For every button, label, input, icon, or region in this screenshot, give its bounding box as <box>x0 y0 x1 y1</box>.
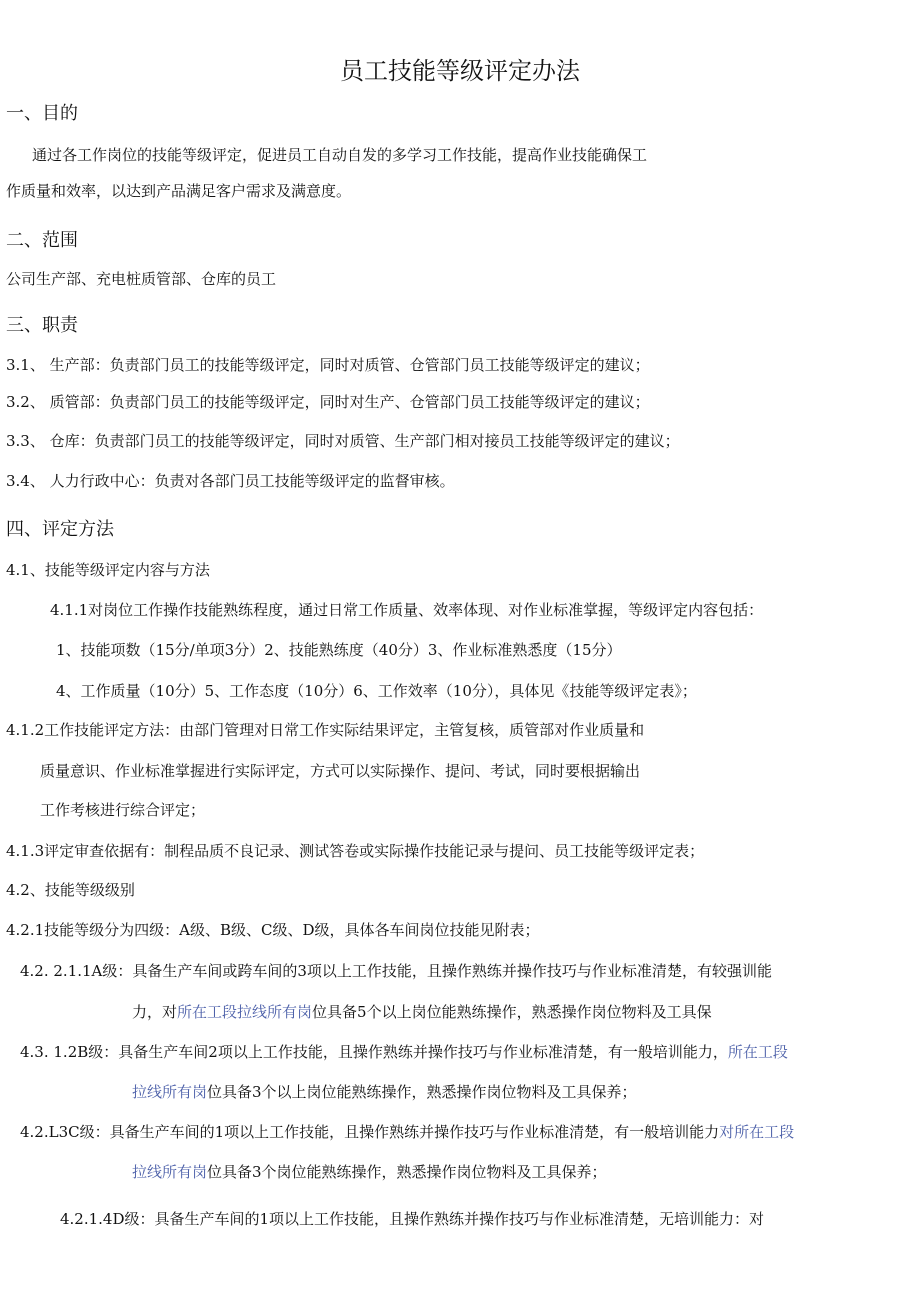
text-run: 4.3. 1.2B级：具备生产车间2项以上工作技能，且操作熟练并操作技巧与作业标准清楚，有一般培训能力， <box>20 1043 728 1061</box>
paragraph-line: 4.1.1对岗位工作操作技能熟练程度，通过日常工作质量、效率体现、对作业标准掌握，等级评定内容包括： <box>50 601 764 619</box>
highlighted-text: 所在工段 <box>727 1043 788 1061</box>
section-heading-responsibilities: 三、职责 <box>6 315 78 336</box>
text-run: 力，对 <box>132 1003 178 1021</box>
paragraph-line: 通过各工作岗位的技能等级评定，促进员工自动自发的多学习工作技能，提高作业技能确保工 <box>32 146 648 164</box>
highlighted-text: 所在工段拉线所有岗 <box>177 1003 313 1021</box>
list-item: 3.3、 仓库：负责部门员工的技能等级评定，同时对质管、生产部门相对接员工技能等级评定的建议； <box>6 432 680 450</box>
highlighted-text: 对所在工段 <box>719 1123 795 1141</box>
paragraph-line: 1、技能项数（15分/单项3分）2、技能熟练度（40分）3、作业标准熟悉度（15分） <box>56 641 622 659</box>
paragraph-line: 4.1.2工作技能评定方法：由部门管理对日常工作实际结果评定，主管复核，质管部对作业质量和 <box>6 721 645 739</box>
list-item: 3.2、 质管部：负责部门员工的技能等级评定，同时对生产、仓管部门员工技能等级评定的建议； <box>6 393 650 411</box>
section-heading-scope: 二、范围 <box>6 230 78 251</box>
paragraph-line: 质量意识、作业标准掌握进行实际评定，方式可以实际操作、提问、考试，同时要根据输出 <box>40 762 641 780</box>
highlighted-text: 拉线所有岗 <box>132 1163 208 1181</box>
subsection-heading: 4.2、技能等级级别 <box>6 881 135 899</box>
paragraph-line: 公司生产部、充电桩质管部、仓库的员工 <box>6 270 277 288</box>
text-run: 4.2.L3C级：具备生产车间的1项以上工作技能，且操作熟练并操作技巧与作业标准清楚，有一般培训能力 <box>20 1123 720 1141</box>
paragraph-line: 4、工作质量（10分）5、工作态度（10分）6、工作效率（10分），具体见《技能等级评定表》； <box>56 682 697 700</box>
highlighted-text: 拉线所有岗 <box>132 1083 208 1101</box>
paragraph-line: 工作考核进行综合评定； <box>40 801 206 819</box>
level-d-line: 4.2.1.4D级：具备生产车间的1项以上工作技能，且操作熟练并操作技巧与作业标准清楚，无培训能力：对 <box>60 1210 765 1228</box>
list-item: 3.4、 人力行政中心：负责对各部门员工技能等级评定的监督审核。 <box>6 472 455 490</box>
section-heading-purpose: 一、目的 <box>6 103 78 124</box>
level-b-line <box>20 1042 788 1062</box>
document-title: 员工技能等级评定办法 <box>340 57 580 85</box>
text-run: 位具备3个岗位能熟练操作，熟悉操作岗位物料及工具保养； <box>207 1163 607 1181</box>
paragraph-line: 4.1.3评定审查依据有：制程品质不良记录、测试答卷或实际操作技能记录与提问、员工技能等级评定表； <box>6 842 705 860</box>
list-item: 3.1、 生产部：负责部门员工的技能等级评定，同时对质管、仓管部门员工技能等级评定的建议； <box>6 356 650 374</box>
paragraph-line: 作质量和效率，以达到产品满足客户需求及满意度。 <box>6 182 352 200</box>
text-run: 位具备3个以上岗位能熟练操作，熟悉操作岗位物料及工具保养； <box>207 1083 637 1101</box>
text-run: 位具备5个以上岗位能熟练操作，熟悉操作岗位物料及工具保 <box>312 1003 712 1021</box>
paragraph-line: 4.2.1技能等级分为四级：A级、B级、C级、D级，具体各车间岗位技能见附表； <box>6 921 540 939</box>
subsection-heading: 4.1、技能等级评定内容与方法 <box>6 561 210 579</box>
section-heading-method: 四、评定方法 <box>6 519 114 540</box>
level-a-line <box>132 1002 712 1022</box>
level-a-line: 4.2. 2.1.1A级：具备生产车间或跨车间的3项以上工作技能，且操作熟练并操作技巧与作业标准清楚，有较强训能 <box>20 962 772 980</box>
level-b-line <box>132 1082 637 1102</box>
level-c-line <box>20 1122 794 1142</box>
level-c-line <box>132 1162 607 1182</box>
